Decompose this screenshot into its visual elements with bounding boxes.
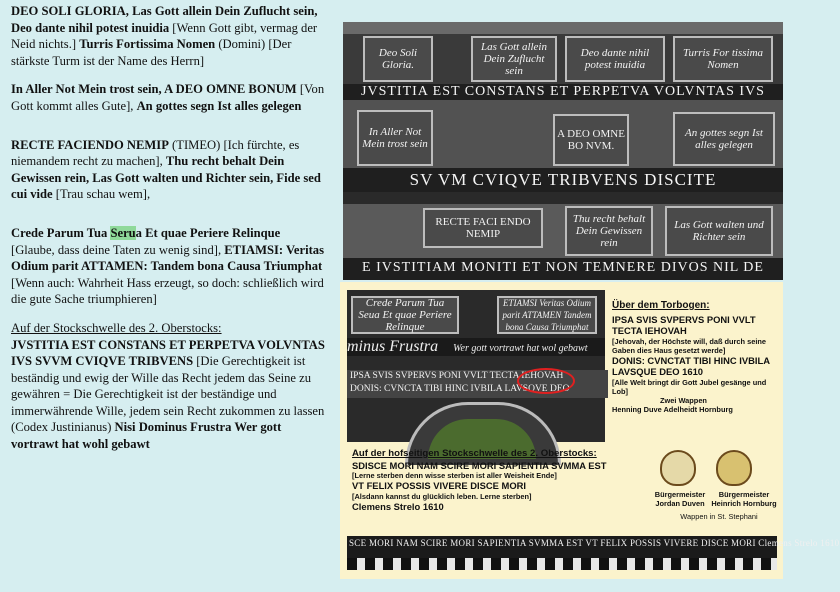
p2-bold2: An gottes segn Ist alles gelegen <box>136 98 302 113</box>
p4-normal2: [Wenn auch: Wahrheit Hass erzeugt, so doch: schließlich wird die gute Sache triumphieren] <box>11 275 324 307</box>
caption-line2: [Jehovah, der Höchste will, daß durch seine Gaben dies Haus gesetzt werde] <box>612 336 767 355</box>
p4-normal: [Glaube, dass deine Taten zu wenig sind], <box>11 242 225 257</box>
p2-normal: [Von Gott kommt alles Gute], <box>11 82 325 113</box>
p2-bold: In Aller Not Mein trost sein, A DEO OMNE BONUM <box>11 82 297 97</box>
inscription-3: E IVSTITIAM MONITI ET NON TEMNERE DIVOS NIL DE <box>362 260 764 275</box>
p4-bold-b: a Et quae Periere Relinque <box>135 225 281 240</box>
panel-deo-soli-gloria: Deo Soli Gloria. <box>363 36 433 82</box>
coat1-title: Bürgermeister <box>654 490 706 499</box>
coat1-name: Jordan Duven <box>655 499 705 508</box>
line-ipsa: IPSA SVIS SVPERVS PONI VVLT TECTA IEHOVAH <box>350 371 564 381</box>
bcaption-line1: SDISCE MORI NAM SCIRE MORI SAPIENTIA SVMMA EST <box>352 459 607 471</box>
caption-stockschwelle <box>352 448 652 512</box>
photo-facade-1 <box>343 22 783 100</box>
caption-line1: IPSA SVIS SVPERVS PONI VVLT TECTA IEHOVAH <box>612 313 756 336</box>
p3-bold: RECTE FACIENDO NEMIP <box>11 137 169 152</box>
coat-of-arms-duven <box>660 450 696 486</box>
paragraph-4 <box>11 225 326 308</box>
bcaption-line5: Clemens Strelo 1610 <box>352 500 444 512</box>
highlighted-word: Seru <box>110 225 136 240</box>
panel-las-gott: Las Gott allein Dein Zuflucht sein <box>471 36 557 82</box>
p1-normal: [Wenn Gott gibt, vermag der Neid nichts.] <box>11 20 318 52</box>
p3-bold2: Thu recht behalt Dein Gewissen rein, Las Gott walten und Richter sein, Fide sed cui vide <box>11 154 321 202</box>
coat2-title: Bürgermeister <box>718 490 770 499</box>
panel-in-aller-not: In Aller Not Mein trost sein <box>357 110 433 166</box>
p5-bold: JVSTITIA EST CONSTANS ET PERPETVA VOLVNTAS IVS SVVM CVIQVE TRIBVENS <box>11 337 325 369</box>
red-circle-highlight <box>517 368 575 394</box>
p5-heading: Auf der Stockschwelle des 2. Oberstocks: <box>11 320 222 335</box>
paragraph-1 <box>11 3 326 69</box>
bcaption-heading: Auf der hofseitigen Stockschwelle des 2. Oberstocks: <box>352 448 597 459</box>
p5-bold2: Nisi Dominus Frustra Wer gott vortrawt hat wohl gebawt <box>11 420 282 452</box>
inscription-1: JVSTITIA EST CONSTANS ET PERPETVA VOLVNTAS IVS <box>361 84 765 99</box>
p3-normal: (TIMEO) [Ich fürchte, es niemandem recht zu machen], <box>11 137 300 169</box>
caption-torbogen <box>612 300 780 414</box>
caption-line4: [Alle Welt bringt dir Gott Jubel gesänge und Lob] <box>612 377 767 396</box>
p1-bold2: Turris Fortissima Nomen <box>79 37 216 52</box>
coat-caption: Wappen in St. Stephani <box>680 512 758 521</box>
photo-facade-3 <box>343 192 783 280</box>
coat-label-1 <box>650 490 710 508</box>
caption-heading: Über dem Torbogen: <box>612 300 710 311</box>
paragraph-2 <box>11 81 326 114</box>
line-donis: DONIS: CVNCTA TIBI HINC IVBILA LAVSQVE DEO <box>350 384 570 394</box>
p1-normal2: (Domini) [Der stärkste Turm ist der Name des Herrn] <box>11 37 292 68</box>
bcaption-line2: [Lerne sterben denn wisse sterben ist aller Weisheit Ende] <box>352 471 557 480</box>
panel-deo-dante: Deo dante nihil potest inuidia <box>565 36 665 82</box>
paragraph-3 <box>11 137 326 203</box>
coat-label-2 <box>708 490 780 508</box>
bottom-strip-text: SCE MORI NAM SCIRE MORI SAPIENTIA SVMMA EST VT FELIX POSSIS VIVERE DISCE MORI Clemens Strelo 1610 <box>349 538 840 548</box>
caption-line3: DONIS: CVNCTAT TIBI HINC IVBILA LAVSQUE DEO 1610 <box>612 354 770 377</box>
p1-bold: DEO SOLI GLORIA, Las Gott allein Dein Zuflucht sein, Deo dante nihil potest inuidia <box>11 4 318 35</box>
line-wer-gott: Wer gott vortrawt hat wol gebawt <box>453 343 588 354</box>
p4-bold2: ETIAMSI: Veritas Odium parit ATTAMEN: Tandem bona Causa Triumphat <box>11 242 324 274</box>
inscription-2: SV VM CVIQVE TRIBVENS DISCITE <box>409 170 717 189</box>
panel-recte-faciendo: RECTE FACI ENDO NEMIP <box>423 208 543 248</box>
panel-turris: Turris For tissima Nomen <box>673 36 773 82</box>
inscription-nisi-dominus <box>347 338 605 356</box>
line-minus-frustra: minus Frustra <box>347 338 439 355</box>
coat2-name: Heinrich Hornburg <box>711 499 777 508</box>
p4-bold-a: Crede Parum Tua <box>11 225 111 240</box>
panel-las-gott-walten: Las Gott walten und Richter sein <box>665 206 773 256</box>
paragraph-5 <box>11 320 326 453</box>
panel-thu-recht: Thu recht behalt Dein Gewissen rein <box>565 206 653 256</box>
photo-gate <box>347 290 605 442</box>
photo-bottom-beam <box>347 536 840 570</box>
panel-an-gottes: An gottes segn Ist alles gelegen <box>673 112 775 166</box>
caption-line6: Henning Duve Adelheidt Hornburg <box>612 404 733 414</box>
bcaption-line4: [Alsdann kannst du glücklich leben. Lerne sterben] <box>352 491 532 501</box>
bcaption-line3: VT FELIX POSSIS VIVERE DISCE MORI <box>352 480 526 491</box>
text-column <box>11 3 326 465</box>
coat-of-arms-hornburg <box>716 450 752 486</box>
panel-a-deo-omne: A DEO OMNE BO NVM. <box>553 114 629 166</box>
panel-etiamsi: ETIAMSI Veritas Odium parit ATTAMEN Tandem bona Causa Triumphat <box>497 296 597 334</box>
photo-facade-2 <box>343 100 783 192</box>
p3-normal2: [Trau schau wem], <box>52 187 151 202</box>
caption-line5: Zwei Wappen <box>660 395 707 405</box>
p5-normal: [Die Gerechtigkeit ist beständig und ewig der Wille das Recht jedem das Seine zu gewähren = Die Gerechtigkeit ist der beständige und immerwährende Wille, jedem sein Recht zukommen zu lassen (Codex Justinianus) <box>11 354 325 435</box>
panel-crede-parum: Crede Parum Tua Seua Et quae Periere Relinque <box>351 296 459 334</box>
